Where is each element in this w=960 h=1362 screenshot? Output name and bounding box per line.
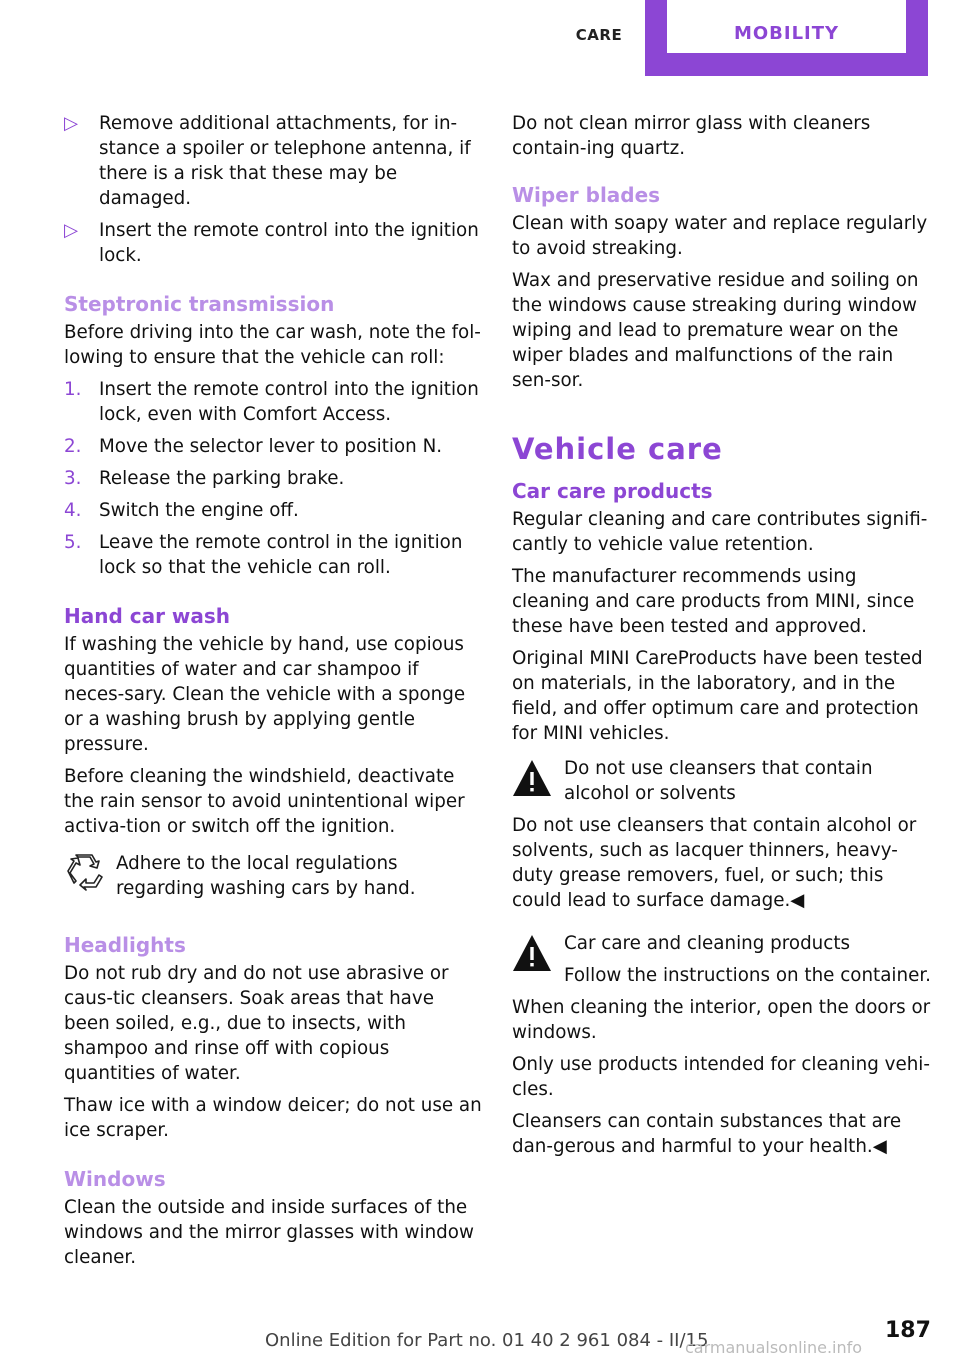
- paragraph: Cleansers can contain substances that are dan-gerous and harmful to your health.◀: [512, 1111, 902, 1157]
- section-heading-windows: Windows: [64, 1167, 166, 1191]
- environment-note: [64, 851, 484, 901]
- warning-note: [512, 756, 932, 806]
- step-text: Insert the remote control into the ignition lock, even with Comfort Access.: [99, 379, 479, 425]
- section-heading-steptronic: Steptronic transmission: [64, 292, 335, 316]
- list-item: [64, 434, 484, 459]
- left-column: [64, 111, 484, 1277]
- paragraph: When cleaning the interior, open the doors or windows.: [512, 997, 931, 1043]
- warning-title: Car care and cleaning products: [564, 933, 851, 954]
- page-number: 187: [885, 1318, 931, 1343]
- step-number: 4.: [64, 500, 82, 521]
- warning-body: Follow the instructions on the container.: [564, 965, 931, 986]
- paragraph: Before driving into the car wash, note the fol-lowing to ensure that the vehicle can roll:: [64, 322, 481, 368]
- note-text: Adhere to the local regulations regarding washing cars by hand.: [116, 853, 416, 899]
- footer-edition: Online Edition for Part no. 01 40 2 961 084 - II/15: [265, 1330, 709, 1351]
- paragraph: Clean the outside and inside surfaces of the windows and the mirror glasses with window cleaner.: [64, 1197, 474, 1268]
- list-item: [64, 377, 484, 427]
- paragraph: The manufacturer recommends using cleaning and care products from MINI, since these have been tested and approved.: [512, 566, 915, 637]
- paragraph: Thaw ice with a window deicer; do not use an ice scraper.: [64, 1095, 482, 1141]
- list-item-text: Remove additional attachments, for in-stance a spoiler or telephone antenna, if there is a risk that these may be damaged.: [99, 113, 471, 209]
- paragraph: Do not rub dry and do not use abrasive or caus-tic cleansers. Soak areas that have been soiled, e.g., due to insects, with shampoo and rinse off with copious quantities of water.: [64, 963, 449, 1084]
- section-heading-car-care-products: Car care products: [512, 479, 713, 503]
- paragraph: Do not use cleansers that contain alcohol or solvents, such as lacquer thinners, heavy-duty grease removers, fuel, or such; this could lead to surface damage.◀: [512, 815, 917, 911]
- watermark: carmanualsonline.info: [685, 1338, 863, 1357]
- list-item: [64, 111, 484, 211]
- warning-triangle-icon: [512, 933, 552, 973]
- triangle-bullet-icon: ▷: [64, 220, 79, 241]
- step-number: 3.: [64, 468, 82, 489]
- paragraph: Do not clean mirror glass with cleaners contain-ing quartz.: [512, 113, 871, 159]
- header-tab-mobility-label: MOBILITY: [667, 0, 906, 53]
- step-number: 1.: [64, 379, 82, 400]
- warning-note: [512, 931, 932, 988]
- section-heading-hand-car-wash: Hand car wash: [64, 604, 231, 628]
- header-tab-care: CARE: [575, 26, 623, 44]
- step-text: Move the selector lever to position N.: [99, 436, 443, 457]
- step-number: 5.: [64, 532, 82, 553]
- paragraph: Original MINI CareProducts have been tested on materials, in the laboratory, and in the field, and offer optimum care and protection for MINI vehicles.: [512, 648, 923, 744]
- warning-title: Do not use cleansers that contain alcohol or solvents: [564, 758, 873, 804]
- right-column: [512, 111, 932, 1166]
- step-number: 2.: [64, 436, 82, 457]
- list-item: [64, 530, 484, 580]
- step-text: Switch the engine off.: [99, 500, 299, 521]
- list-item: [64, 498, 484, 523]
- recycle-icon: [64, 851, 104, 891]
- list-item-text: Insert the remote control into the ignition lock.: [99, 220, 479, 266]
- triangle-bullet-icon: ▷: [64, 113, 79, 134]
- paragraph: Only use products intended for cleaning vehi-cles.: [512, 1054, 930, 1100]
- paragraph: Clean with soapy water and replace regularly to avoid streaking.: [512, 213, 928, 259]
- paragraph: If washing the vehicle by hand, use copious quantities of water and car shampoo if neces-sary. Clean the vehicle with a sponge or a washing brush by applying gentle pressure.: [64, 634, 466, 755]
- step-text: Leave the remote control in the ignition lock so that the vehicle can roll.: [99, 532, 463, 578]
- section-heading-wiper-blades: Wiper blades: [512, 183, 661, 207]
- header-tab-mobility: [645, 0, 928, 76]
- section-heading-headlights: Headlights: [64, 933, 186, 957]
- warning-triangle-icon: [512, 758, 552, 798]
- paragraph: Before cleaning the windshield, deactivate the rain sensor to avoid unintentional wiper activa-tion or switch off the ignition.: [64, 766, 465, 837]
- list-item: [64, 466, 484, 491]
- list-item: [64, 218, 484, 268]
- paragraph: Regular cleaning and care contributes signifi-cantly to vehicle value retention.: [512, 509, 928, 555]
- chapter-heading-vehicle-care: Vehicle care: [512, 432, 723, 466]
- step-text: Release the parking brake.: [99, 468, 345, 489]
- paragraph: Wax and preservative residue and soiling on the windows cause streaking during window wiping and lead to premature wear on the wiper blades and malfunctions of the rain sen-sor.: [512, 270, 919, 391]
